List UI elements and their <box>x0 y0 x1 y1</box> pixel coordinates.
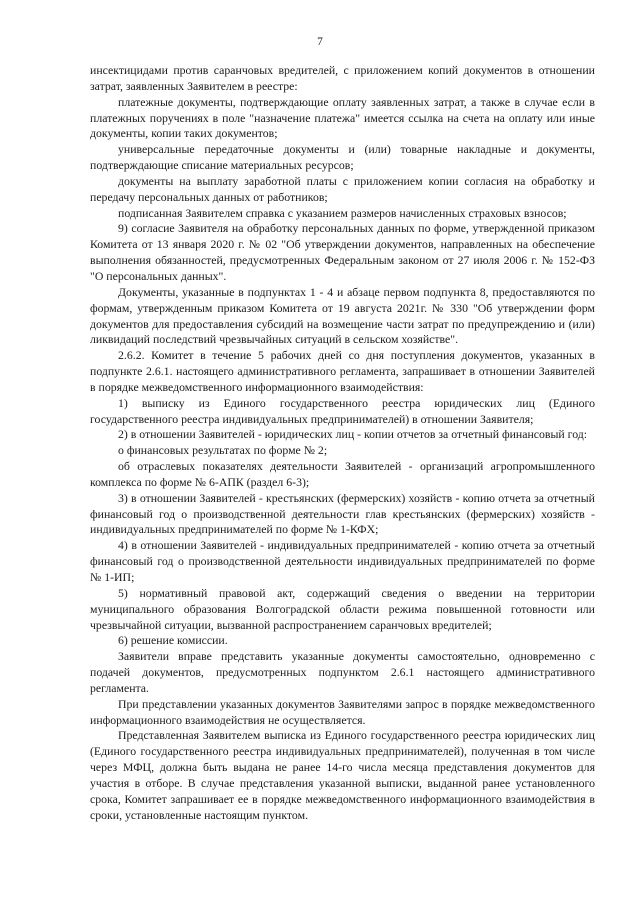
paragraph: 4) в отношении Заявителей - индивидуальных предпринимателей - копию отчета за отчетный финансовый год о производственной деятельности индивидуальных предпринимателей по форме № 1-ИП; <box>90 538 595 584</box>
paragraph: 6) решение комиссии. <box>118 633 228 648</box>
paragraph: документы на выплату заработной платы с приложением копии согласия на обработку и передачу персональных данных от работников; <box>90 173 595 204</box>
page-number: 7 <box>317 36 323 48</box>
paragraph: Заявители вправе представить указанные документы самостоятельно, одновременно с подачей документов, предусмотренных подпунктом 2.6.1 настоящего административного регламента. <box>90 649 595 695</box>
paragraph: 2) в отношении Заявителей - юридических лиц - копии отчетов за отчетный финансовый год: <box>118 427 588 442</box>
paragraph: При представлении указанных документов Заявителями запрос в порядке межведомственного информационного взаимодействия не осуществляется. <box>90 696 595 727</box>
paragraph: платежные документы, подтверждающие оплату заявленных затрат, а также в случае если в платежных поручениях в поле "назначение платежа" имеется ссылка на счета на оплату или иные документы, копии таких документов; <box>90 94 595 141</box>
paragraph: 1) выписку из Единого государственного реестра юридических лиц (Единого государственного реестра индивидуальных предпринимателей) в отношении Заявителя; <box>90 395 595 426</box>
paragraph: об отраслевых показателях деятельности Заявителей - организаций агропромышленного комплекса по форме № 6-АПК (раздел 6-3); <box>90 459 595 489</box>
document-body <box>90 63 595 824</box>
paragraph: Документы, указанные в подпунктах 1 - 4 и абзаце первом подпункта 8, предоставляются по формам, утвержденным приказом Комитета от 19 августа 2021г. № 330 "Об утверждении форм документов для предоставления субсидий на возмещение части затрат по предупреждению и (или) ликвидаций последствий чрезвычайных ситуаций в сельском хозяйстве". <box>90 284 595 347</box>
paragraph: 5) нормативный правовой акт, содержащий сведения о введении на территории муниципального образования Волгоградской области режима повышенной готовности или чрезвычайной ситуации, вызванной распространением саранчовых вредителей; <box>90 585 595 632</box>
paragraph: 3) в отношении Заявителей - крестьянских (фермерских) хозяйств - копию отчета за отчетный финансовый год о производственной деятельности глав крестьянских (фермерских) хозяйств - индивидуальных предпринимателей по форме № 1-КФХ; <box>90 490 595 537</box>
paragraph: 9) согласие Заявителя на обработку персональных данных по форме, утвержденной приказом Комитета от 13 января 2020 г. № 02 "Об утверждении документов, направленных на обеспечение выполнения обязанностей, предусмотренных Федеральным законом от 27 июля 2006 г. № 152-ФЗ "О персональных данных". <box>90 221 595 283</box>
paragraph: инсектицидами против саранчовых вредителей, с приложением копий документов в отношении затрат, заявленных Заявителем в реестре: <box>90 63 595 93</box>
paragraph: 2.6.2. Комитет в течение 5 рабочих дней со дня поступления документов, указанных в подпункте 2.6.1. настоящего административного регламента, запрашивает в отношении Заявителей в порядке межведомственного информационного взаимодействия: <box>90 348 595 394</box>
paragraph: универсальные передаточные документы и (или) товарные накладные и документы, подтверждающие списание материальных ресурсов; <box>90 142 595 173</box>
paragraph: о финансовых результатах по форме № 2; <box>118 443 328 458</box>
paragraph: Представленная Заявителем выписка из Единого государственного реестра юридических лиц (Единого государственного реестра индивидуальных предпринимателей), полученная в том числе через МФЦ, должна быть выдана не ранее 14-го числа месяца представления документов для участия в отборе. В случае представления указанной выписки, выданной ранее установленного срока, Комитет запрашивает ее в порядке межведомственного информационного взаимодействия в сроки, установленные настоящим пунктом. <box>90 728 595 822</box>
paragraph: подписанная Заявителем справка с указанием размеров начисленных страховых взносов; <box>118 205 567 220</box>
